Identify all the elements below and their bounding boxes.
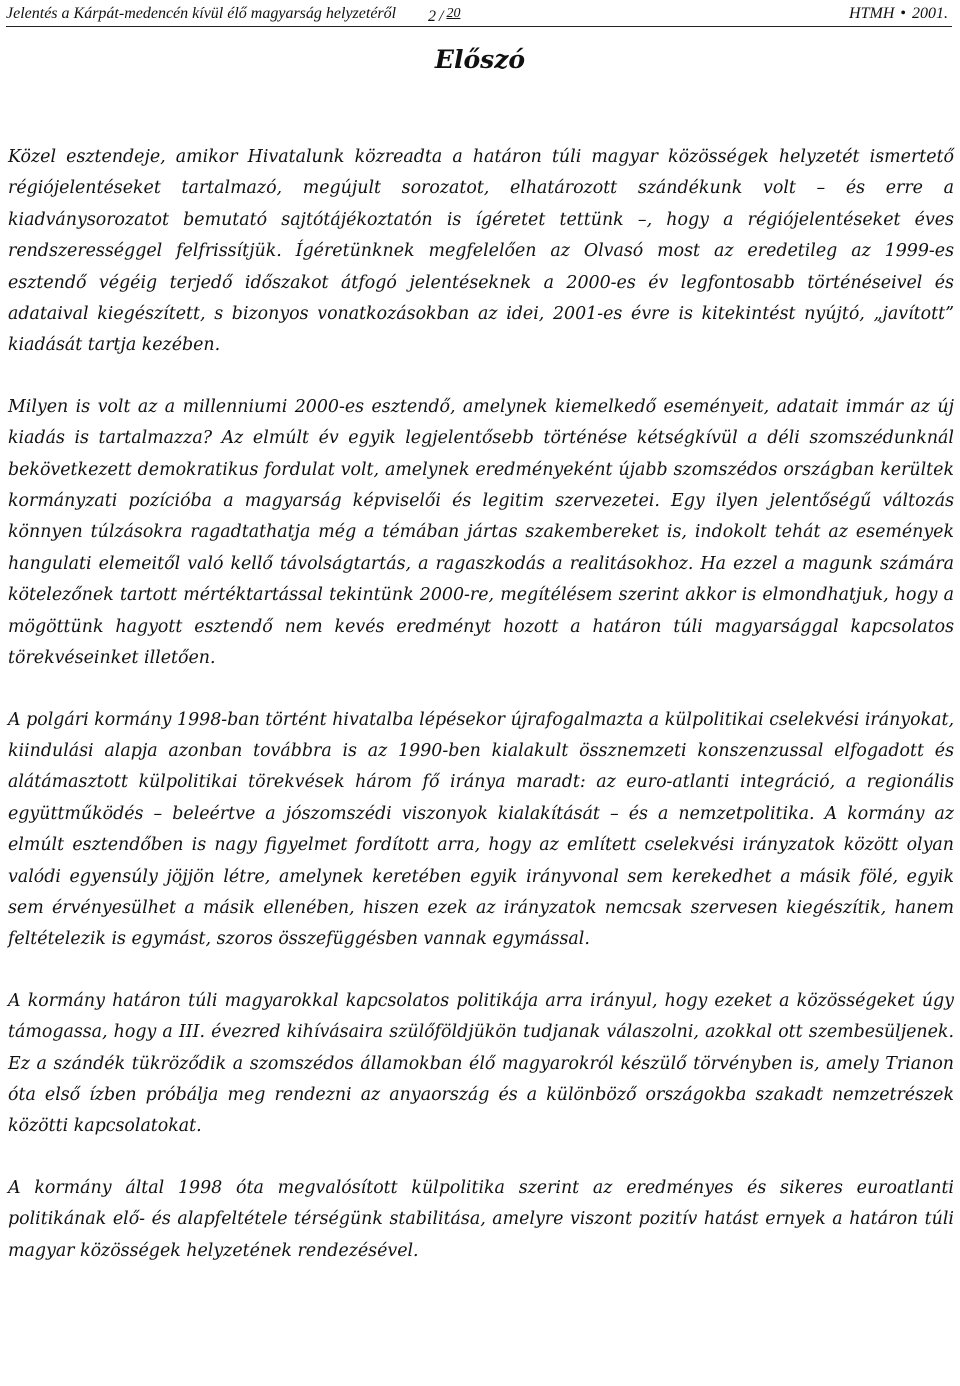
page-separator: / — [439, 8, 444, 25]
page-total: 20 — [446, 6, 461, 21]
paragraph: Milyen is volt az a millenniumi 2000-es esztendő, amelynek kiemelkedő eseményeit, adatait immár az új kiadás is tartalmazza? Az elmúlt év egyik legjelentősebb történése kétségkívül a déli szomszédunknál bekövetkezett demokratikus fordulat volt, amelynek eredményeként újabb szomszédos országban kerültek kormányzati pozícióba a magyarság képviselői és legitim szervezetei. Egy ilyen jelentőségű változás könnyen túlzásokra ragadtathatja még a témában jártas szakembereket is, indokolt tehát az események hangulati elemeitől való kellő távolságtartás, a ragaszkodás a realitásokhoz. Ha ezzel a magunk számára kötelezőnek tartott mértéktartással tekintünk 2000-re, megítélésem szerint akkor is elmondhatjuk, hogy a mögöttünk hagyott esztendő nem kevés eredményt hozott a határon túli magyarsággal kapcsolatos törekvéseinket illetően. — [8, 396, 954, 669]
document-body — [8, 142, 954, 1297]
paragraph: Közel esztendeje, amikor Hivatalunk közreadta a határon túli magyar közösségek helyzetét ismertető régiójelentéseket tartalmazó, megújult sorozatot, elhatározott szándékunk volt – és erre a kiadványsorozatot bemutató sajtótájékoztatón is ígéretet tettünk –, hogy a régiójelentéseket éves rendszerességgel felfrissítjük. Ígéretünknek megfelelően az Olvasó most az eredetileg az 1999-es esztendő végéig terjedő időszakot átfogó jelentéseknek a 2000-es év legfontosabb történéseivel és adataival kiegészített, s bizonyos vonatkozásokban az idei, 2001-es évre is kitekintést nyújtó, „javított” kiadását tartja kezében. — [8, 147, 954, 356]
paragraph: A polgári kormány 1998-ban történt hivatalba lépésekor újrafogalmazta a külpolitikai cselekvési irányokat, kiindulási alapja azonban továbbra is az 1990-ben kialakult össznemzeti konszenzussal elfogadott és alátámasztott külpolitikai törekvések három fő iránya maradt: az euro-atlanti integráció, a regionális együttműködés – beleértve a jószomszédi viszonyok kialakítását – és a nemzetpolitika. A kormány az elmúlt esztendőben is nagy figyelmet fordított arra, hogy az említett cselekvési irányzatok között olyan valódi egyensúly jöjjön létre, amelynek keretében egyik irányvonal sem kerekedhet a másik fölé, egyik sem érvényesülhet a másik ellenében, hiszen ezek az irányzatok nemcsak szervesen kiegészítik, hanem feltételezik is egymást, szoros összefüggésben vannak egymással. — [8, 709, 954, 950]
report-title: Jelentés a Kárpát-medencén kívül élő magyarság helyzetéről — [6, 5, 397, 22]
page-number: 2 — [428, 8, 436, 25]
publication-year: 2001. — [912, 5, 948, 22]
paragraph: A kormány határon túli magyarokkal kapcsolatos politikája arra irányul, hogy ezeket a közösségeket úgy támogassa, hogy a III. évezred kihívásaira szülőföldjükön tudjanak válaszolni, azokkal ott szembesüljenek. Ez a szándék tükröződik a szomszédos államokban élő magyarokról készülő törvényben is, amely Trianon óta első ízben próbálja meg rendezni az anyaország és a különböző országokba szakadt nemzetrészek közötti kapcsolatokat. — [8, 990, 954, 1137]
page-header — [6, 0, 952, 27]
page-title: Előszó — [434, 45, 526, 74]
page-indicator — [428, 3, 460, 28]
publisher-info — [849, 3, 948, 25]
bullet-separator: • — [900, 5, 906, 22]
publisher-name: HTMH — [849, 5, 895, 22]
paragraph: A kormány által 1998 óta megvalósított külpolitika szerint az eredményes és sikeres euroatlanti politikának elő- és alapfeltétele térségünk stabilitása, amelyre viszont pozitív hatást ernyek a határon túli magyar közösségek helyzetének rendezésével. — [8, 1177, 954, 1261]
